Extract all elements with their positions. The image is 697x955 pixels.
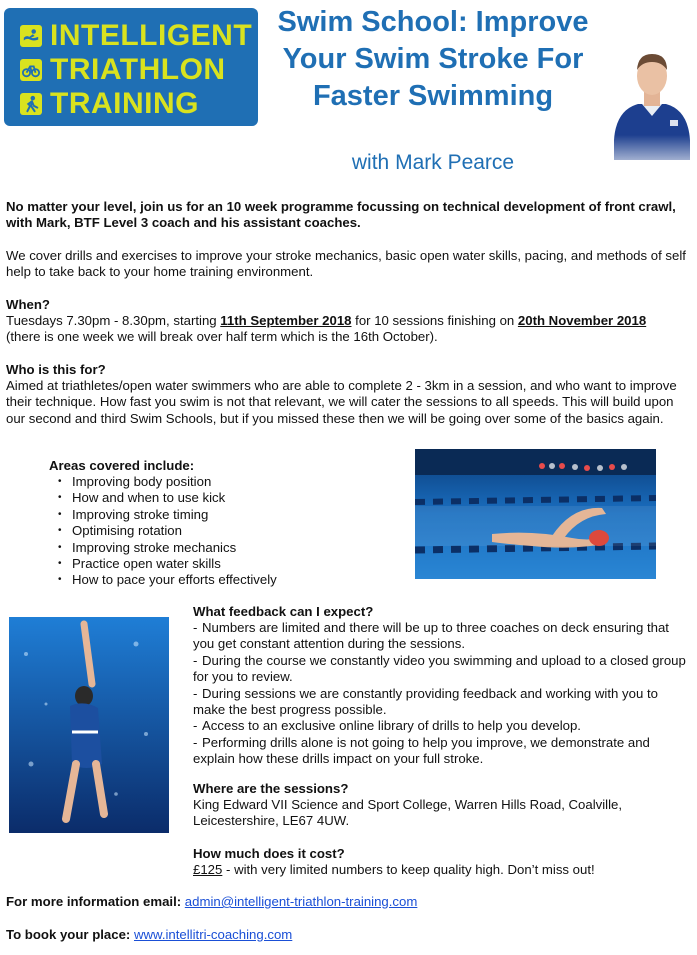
website-link[interactable]: www.intellitri-coaching.com	[133, 927, 293, 942]
feedback-item-text: During sessions we are constantly providing feedback and working with you to make the best progress possible.	[193, 685, 658, 718]
page-subtitle: with Mark Pearce	[351, 151, 515, 174]
underwater-swimmer-photo	[6, 614, 172, 836]
who-text: Aimed at triathletes/open water swimmers who are able to complete 2 - 3km in a session, and who want to improve their technique. How fast you swim is not that relevant, we will cater the sessions to all speeds. This will build upon our second and third Swim Schools, but if you missed these then we will be going over some of the basics again.	[6, 378, 677, 426]
logo-row-2	[20, 55, 226, 85]
list-item: ‑ Access to an exclusive online library of drills to help you develop.	[193, 718, 581, 734]
list-item: ‑ Numbers are limited and there will be up to three coaches on deck ensuring that you get constant attention during the sessions.	[193, 620, 669, 652]
email-link[interactable]: admin@intelligent-triathlon-training.com	[184, 894, 418, 909]
when-heading: When?	[6, 297, 50, 312]
who-heading: Who is this for?	[6, 362, 106, 377]
book-line	[6, 927, 292, 943]
logo-text-1: INTELLIGENT	[50, 19, 253, 52]
list-item: • Optimising rotation	[58, 523, 277, 539]
swimmer-pool-photo	[412, 446, 659, 582]
intro-text: No matter your level, join us for an 10 week programme focussing on technical development of front crawl, with Mark, BTF Level 3 coach and his assistant coaches.	[6, 199, 676, 231]
list-item: • How to pace your efforts effectively	[58, 572, 277, 588]
book-label: To book your place:	[6, 927, 134, 942]
when-note: (there is one week we will break over half term which is the 16th October).	[6, 329, 438, 345]
list-item: • How and when to use kick	[58, 490, 277, 506]
list-item: ‑ Performing drills alone is not going to help you improve, we demonstrate and explain how these drills impact on your full stroke.	[193, 734, 650, 767]
start-date: 11th September 2018	[220, 313, 352, 328]
feedback-item-text: Performing drills alone is not going to help you improve, we demonstrate and explain how these drills impact on your full stroke.	[193, 734, 650, 767]
when-text	[6, 313, 696, 346]
logo-text-2: TRIATHLON	[50, 53, 226, 86]
end-date: 20th November 2018	[517, 313, 647, 328]
bike-icon	[20, 59, 42, 81]
feedback-heading: What feedback can I expect?	[193, 604, 374, 619]
page-title: Swim School: Improve Your Swim Stroke For Faster Swimming	[277, 6, 589, 112]
info-line	[6, 894, 417, 910]
logo-row-3	[20, 89, 199, 119]
list-item: • Improving stroke timing	[58, 507, 277, 523]
feedback-item-text: Access to an exclusive online library of drills to help you develop.	[202, 718, 581, 734]
feedback-item-text: During the course we constantly video you swimming and upload to a closed group for you to review.	[193, 652, 686, 685]
run-icon	[20, 93, 42, 115]
list-item: ‑ During the course we constantly video you swimming and upload to a closed group for you to review.	[193, 652, 686, 685]
logo-text-3: TRAINING	[50, 87, 199, 120]
areas-list	[58, 474, 277, 589]
cost-heading: How much does it cost?	[193, 846, 345, 861]
list-item: • Improving body position	[58, 474, 277, 490]
list-item: ‑ During sessions we are constantly providing feedback and working with you to make the best progress possible.	[193, 685, 658, 718]
cost-text	[193, 862, 663, 878]
cover-text: We cover drills and exercises to improve your stroke mechanics, basic open water skills, pacing, and methods of self help to take back to your home training environment.	[6, 248, 686, 280]
where-text: King Edward VII Science and Sport College, Warren Hills Road, Coalville, Leicestershire, LE67 4UW.	[193, 797, 623, 829]
feedback-item-text: Numbers are limited and there will be up to three coaches on deck ensuring that you get constant attention during the sessions.	[193, 620, 669, 652]
when-mid: for 10 sessions finishing on	[351, 313, 518, 328]
list-item: • Improving stroke mechanics	[58, 540, 277, 556]
areas-heading: Areas covered include:	[49, 458, 195, 473]
logo-row-1	[20, 21, 252, 51]
price: £125	[193, 862, 223, 877]
where-heading: Where are the sessions?	[193, 781, 349, 796]
cost-note: - with very limited numbers to keep quality high. Don’t miss out!	[222, 862, 595, 877]
logo	[4, 8, 258, 126]
swim-icon	[20, 25, 42, 47]
feedback-list	[193, 620, 693, 768]
list-item: • Practice open water skills	[58, 556, 277, 572]
coach-portrait-image	[612, 40, 692, 178]
when-pre: Tuesdays 7.30pm - 8.30pm, starting	[6, 313, 221, 328]
info-label: For more information email:	[6, 894, 185, 909]
